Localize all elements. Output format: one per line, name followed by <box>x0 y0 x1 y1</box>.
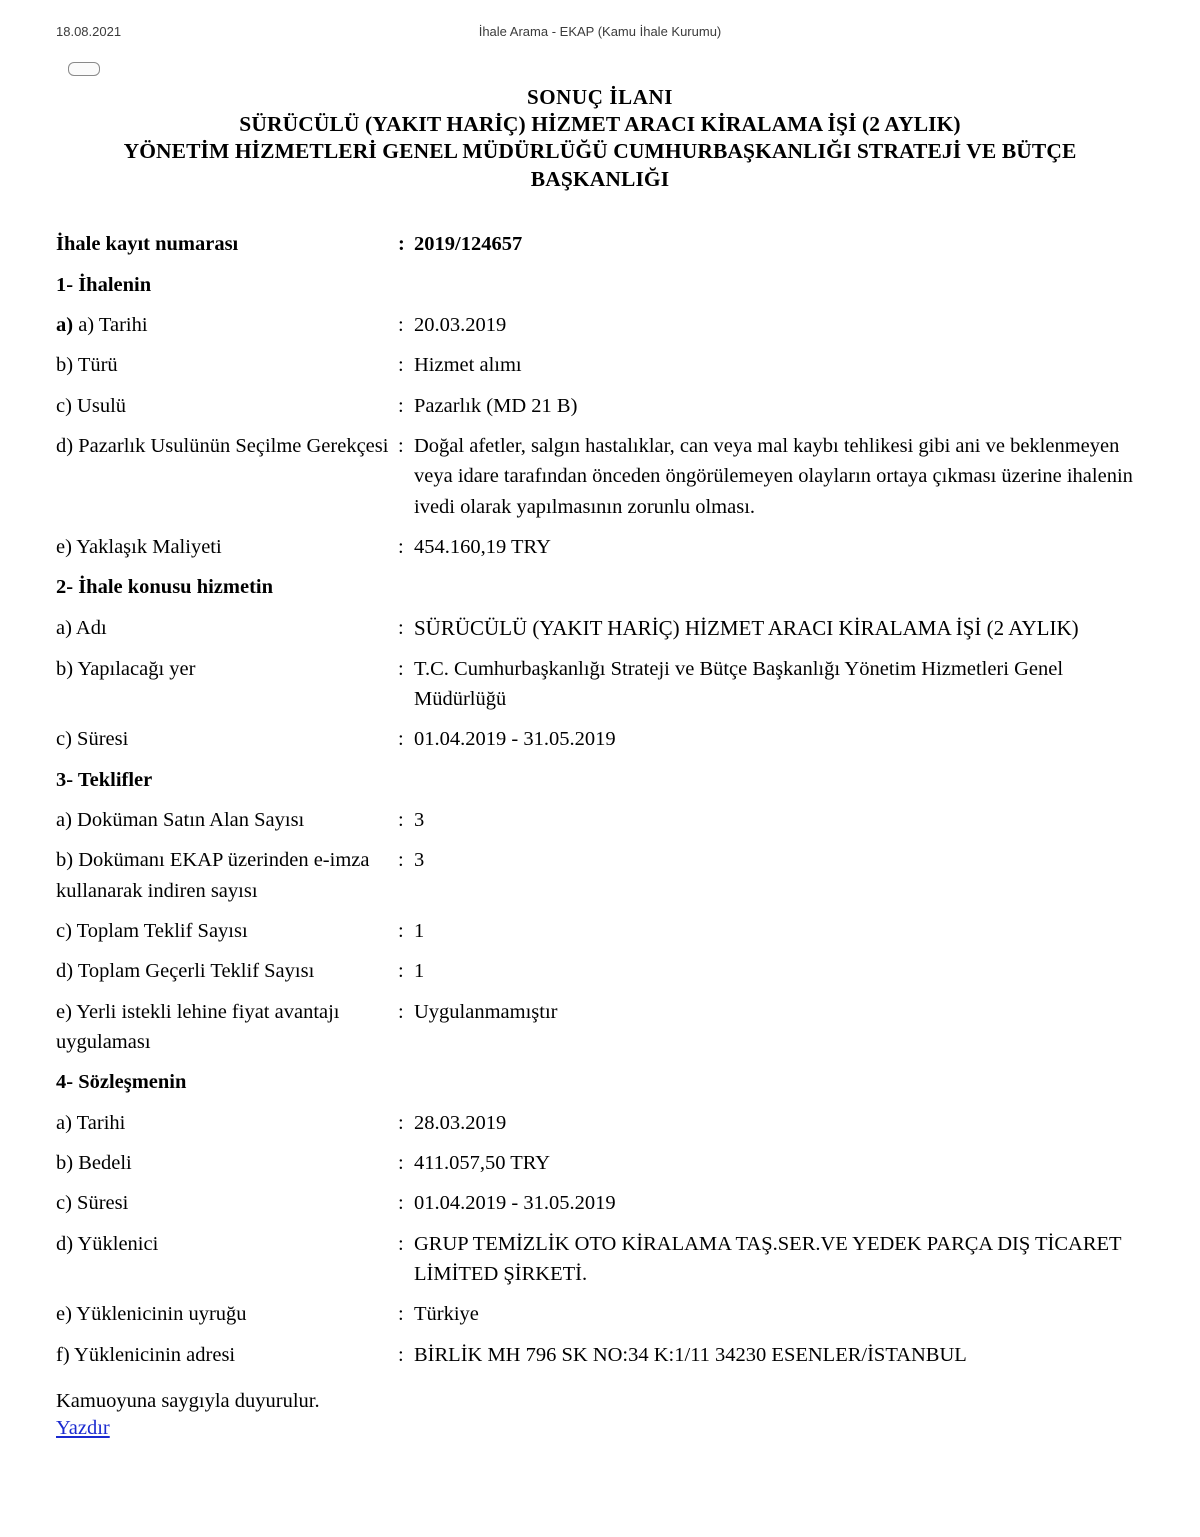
service-duration-label: c) Süresi <box>56 728 129 751</box>
table-row <box>56 644 1144 715</box>
title-line-1: SONUÇ İLANI <box>526 85 674 109</box>
document-body <box>56 56 1144 1440</box>
table-row <box>56 381 1144 421</box>
colon-empty <box>398 1057 414 1097</box>
colon-empty <box>398 260 414 300</box>
table-row <box>56 1178 1144 1218</box>
section-3-heading: 3- Teklifler <box>56 768 153 791</box>
colon: : <box>398 1192 404 1215</box>
table-row <box>56 1289 1144 1329</box>
service-name-label: a) Adı <box>56 616 107 639</box>
print-date: 18.08.2021 <box>56 24 122 39</box>
colon: : <box>398 314 404 337</box>
contract-duration-value: 01.04.2019 - 31.05.2019 <box>414 1192 616 1215</box>
table-row <box>56 1138 1144 1178</box>
table-row <box>56 1098 1144 1138</box>
tender-type-value: Hizmet alımı <box>414 354 522 377</box>
section-4-value-empty <box>414 1057 1144 1097</box>
tender-type-label <box>56 340 398 380</box>
tender-date-label-text: a) Tarihi <box>78 314 148 337</box>
tender-date-value: 20.03.2019 <box>414 314 507 337</box>
table-row <box>56 795 1144 835</box>
colon: : <box>398 616 404 639</box>
table-row <box>56 421 1144 522</box>
colon: : <box>398 233 405 256</box>
table-row <box>56 1219 1144 1290</box>
logo-placeholder-icon <box>68 62 100 76</box>
estimated-cost-label: e) Yaklaşık Maliyeti <box>56 536 222 559</box>
table-row <box>56 835 1144 906</box>
tender-procedure-value: Pazarlık (MD 21 B) <box>414 394 578 417</box>
section-4-heading: 4- Sözleşmenin <box>56 1071 187 1094</box>
contractor-nationality-label: e) Yüklenicinin uyruğu <box>56 1303 247 1326</box>
contract-date-label: a) Tarihi <box>56 1111 126 1134</box>
title-line-3: YÖNETİM HİZMETLERİ GENEL MÜDÜRLÜĞÜ CUMHURBAŞKANLIĞI STRATEJİ VE BÜTÇE BAŞKANLIĞI <box>123 139 1077 191</box>
colon: : <box>398 394 404 417</box>
closing-statement: Kamuoyuna saygıyla duyurulur. <box>56 1390 320 1413</box>
contract-price-value: 411.057,50 TRY <box>414 1152 551 1175</box>
table-row <box>56 755 1144 795</box>
service-place-value: T.C. Cumhurbaşkanlığı Strateji ve Bütçe Başkanlığı Yönetim Hizmetleri Genel Müdürlüğü <box>414 657 1064 711</box>
contract-price-label: b) Bedeli <box>56 1152 132 1175</box>
negotiation-reason-value: Doğal afetler, salgın hastalıklar, can veya mal kaybı tehlikesi gibi ani ve beklenmeyen veya idare tarafından önceden öngörülemeyen olayların ortaya çıkması üzerine ihalenin ivedi olarak yapılmasının zorunlu olması. <box>414 435 1133 518</box>
table-row <box>56 946 1144 986</box>
section-1-value-empty <box>414 260 1144 300</box>
section-1-heading: 1- İhalenin <box>56 273 152 296</box>
document-buyers-label: a) Doküman Satın Alan Sayısı <box>56 809 305 832</box>
colon: : <box>398 354 404 377</box>
section-3-value-empty <box>414 755 1144 795</box>
service-name-value: SÜRÜCÜLÜ (YAKIT HARİÇ) HİZMET ARACI KİRALAMA İŞİ (2 AYLIK) <box>414 615 1079 640</box>
table-row <box>56 300 1144 340</box>
colon: : <box>398 1152 404 1175</box>
print-link[interactable]: Yazdır <box>56 1416 110 1439</box>
print-header <box>0 24 1200 42</box>
colon: : <box>398 728 404 751</box>
total-bids-value: 1 <box>414 920 425 943</box>
contractor-value: GRUP TEMİZLİK OTO KİRALAMA TAŞ.SER.VE YEDEK PARÇA DIŞ TİCARET LİMİTED ŞİRKETİ. <box>414 1232 1122 1286</box>
tender-type-label-text: b) Türü <box>56 354 118 377</box>
table-row <box>56 1057 1144 1097</box>
contract-date-value: 28.03.2019 <box>414 1111 507 1134</box>
tender-details-table <box>56 219 1144 1370</box>
print-page-title: İhale Arama - EKAP (Kamu İhale Kurumu) <box>478 24 722 39</box>
table-row <box>56 340 1144 380</box>
total-bids-label: c) Toplam Teklif Sayısı <box>56 920 248 943</box>
colon: : <box>398 960 404 983</box>
tender-procedure-label: c) Usulü <box>56 394 127 417</box>
colon-empty <box>398 755 414 795</box>
contractor-address-label: f) Yüklenicinin adresi <box>56 1343 236 1366</box>
colon: : <box>398 920 404 943</box>
negotiation-reason-label: d) Pazarlık Usulünün Seçilme Gerekçesi <box>56 435 389 458</box>
table-row <box>56 603 1144 644</box>
tender-date-label: a) a) Tarihi <box>56 314 148 337</box>
colon: : <box>398 1303 404 1326</box>
section-2-heading: 2- İhale konusu hizmetin <box>56 576 274 599</box>
table-row <box>56 1330 1144 1370</box>
registration-number-value: 2019/124657 <box>414 233 523 256</box>
table-row <box>56 562 1144 602</box>
colon: : <box>398 1232 404 1255</box>
table-row <box>56 714 1144 754</box>
contractor-address-value: BİRLİK MH 796 SK NO:34 K:1/11 34230 ESENLER/İSTANBUL <box>414 1343 967 1366</box>
colon-empty <box>398 562 414 602</box>
valid-bids-label: d) Toplam Geçerli Teklif Sayısı <box>56 960 315 983</box>
contractor-nationality-value: Türkiye <box>414 1303 479 1326</box>
colon: : <box>398 435 404 458</box>
valid-bids-value: 1 <box>414 960 425 983</box>
table-row <box>56 522 1144 562</box>
table-row <box>56 906 1144 946</box>
ekap-downloads-value: 3 <box>414 849 425 872</box>
contract-duration-label: c) Süresi <box>56 1192 129 1215</box>
section-2-value-empty <box>414 562 1144 602</box>
table-row <box>56 219 1144 259</box>
document-buyers-value: 3 <box>414 809 425 832</box>
colon: : <box>398 1111 404 1134</box>
service-place-label: b) Yapılacağı yer <box>56 657 196 680</box>
colon: : <box>398 1000 404 1023</box>
service-duration-value: 01.04.2019 - 31.05.2019 <box>414 728 616 751</box>
title-line-2: SÜRÜCÜLÜ (YAKIT HARİÇ) HİZMET ARACI KİRALAMA İŞİ (2 AYLIK) <box>239 111 961 136</box>
page-title <box>56 84 1144 193</box>
colon: : <box>398 809 404 832</box>
registration-number-label: İhale kayıt numarası <box>56 233 239 256</box>
colon: : <box>398 1343 404 1366</box>
domestic-advantage-value: Uygulanmamıştır <box>414 1000 558 1023</box>
colon: : <box>398 657 404 680</box>
table-row <box>56 260 1144 300</box>
domestic-advantage-label: e) Yerli istekli lehine fiyat avantajı uygulaması <box>56 1000 340 1054</box>
estimated-cost-value: 454.160,19 TRY <box>414 536 551 559</box>
contractor-label: d) Yüklenici <box>56 1232 159 1255</box>
colon: : <box>398 849 404 872</box>
colon: : <box>398 536 404 559</box>
ekap-downloads-label: b) Dokümanı EKAP üzerinden e-imza kullanarak indiren sayısı <box>56 849 370 902</box>
table-row <box>56 987 1144 1058</box>
